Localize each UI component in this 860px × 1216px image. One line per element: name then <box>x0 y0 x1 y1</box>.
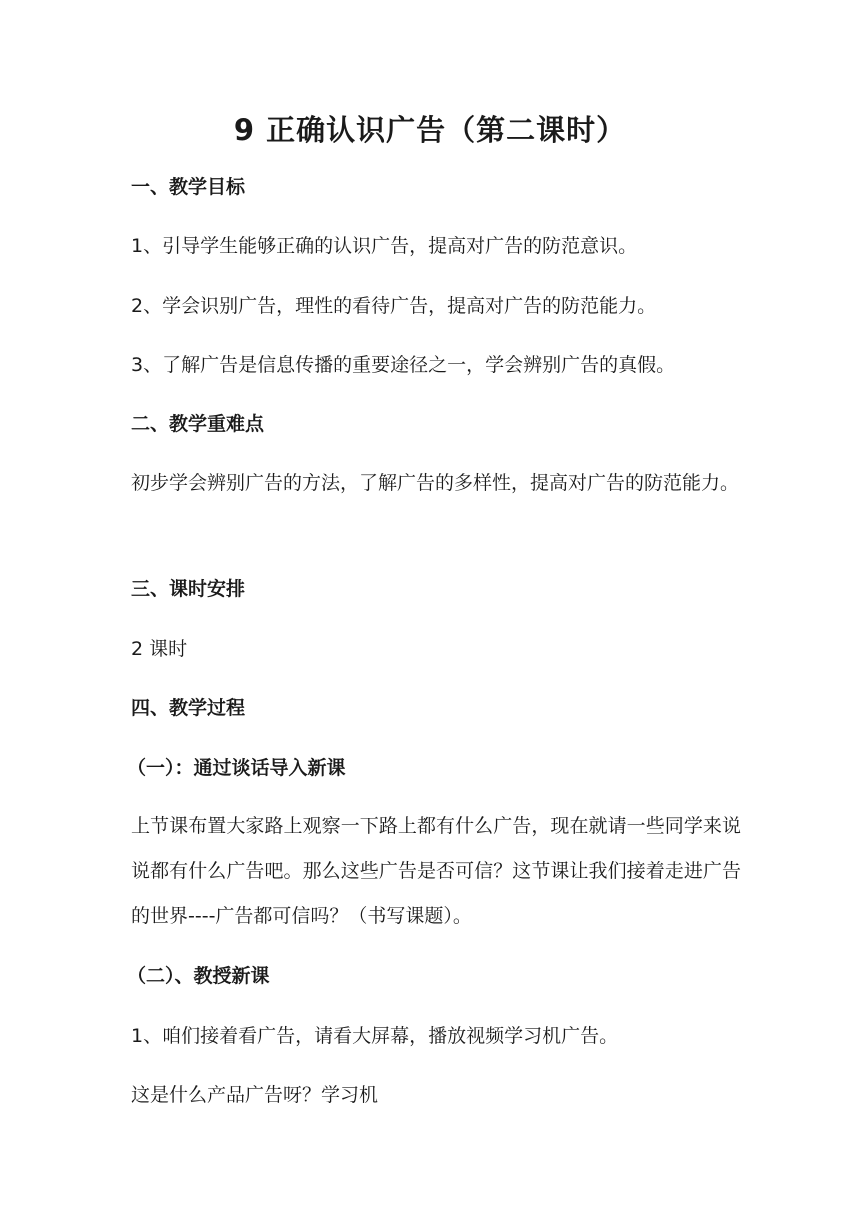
intro-paragraph: 上节课布置大家路上观察一下路上都有什么广告，现在就请一些同学来说说都有什么广告吧。那么这些广告是否可信？这节课让我们接着走进广告的世界----广告都可信吗？（书写课题）。 <box>131 815 741 927</box>
section-heading-key-points: 二、教学重难点 <box>131 413 265 435</box>
section-heading-process: 四、教学过程 <box>131 697 246 719</box>
subsection-heading-intro: （一）：通过谈话导入新课 <box>127 757 346 779</box>
goal-item-2: 2、学会识别广告，理性的看待广告，提高对广告的防范能力。 <box>131 295 657 317</box>
section-heading-schedule: 三、课时安排 <box>131 578 246 600</box>
goal-item-3: 3、了解广告是信息传播的重要途径之一，学会辨别广告的真假。 <box>131 354 676 376</box>
lesson-item-1: 1、咱们接着看广告，请看大屏幕，播放视频学习机广告。 <box>131 1025 619 1047</box>
lesson-item-2: 这是什么产品广告呀？学习机 <box>131 1084 379 1106</box>
key-points-paragraph: 初步学会辨别广告的方法，了解广告的多样性，提高对广告的防范能力。 <box>131 472 740 494</box>
page-title: 9 正确认识广告（第二课时） <box>233 113 627 147</box>
schedule-text: 2 课时 <box>131 638 188 660</box>
section-heading-goals: 一、教学目标 <box>131 176 246 198</box>
goal-item-1: 1、引导学生能够正确的认识广告，提高对广告的防范意识。 <box>131 235 638 257</box>
subsection-heading-new-lesson: （二）、教授新课 <box>127 965 270 987</box>
